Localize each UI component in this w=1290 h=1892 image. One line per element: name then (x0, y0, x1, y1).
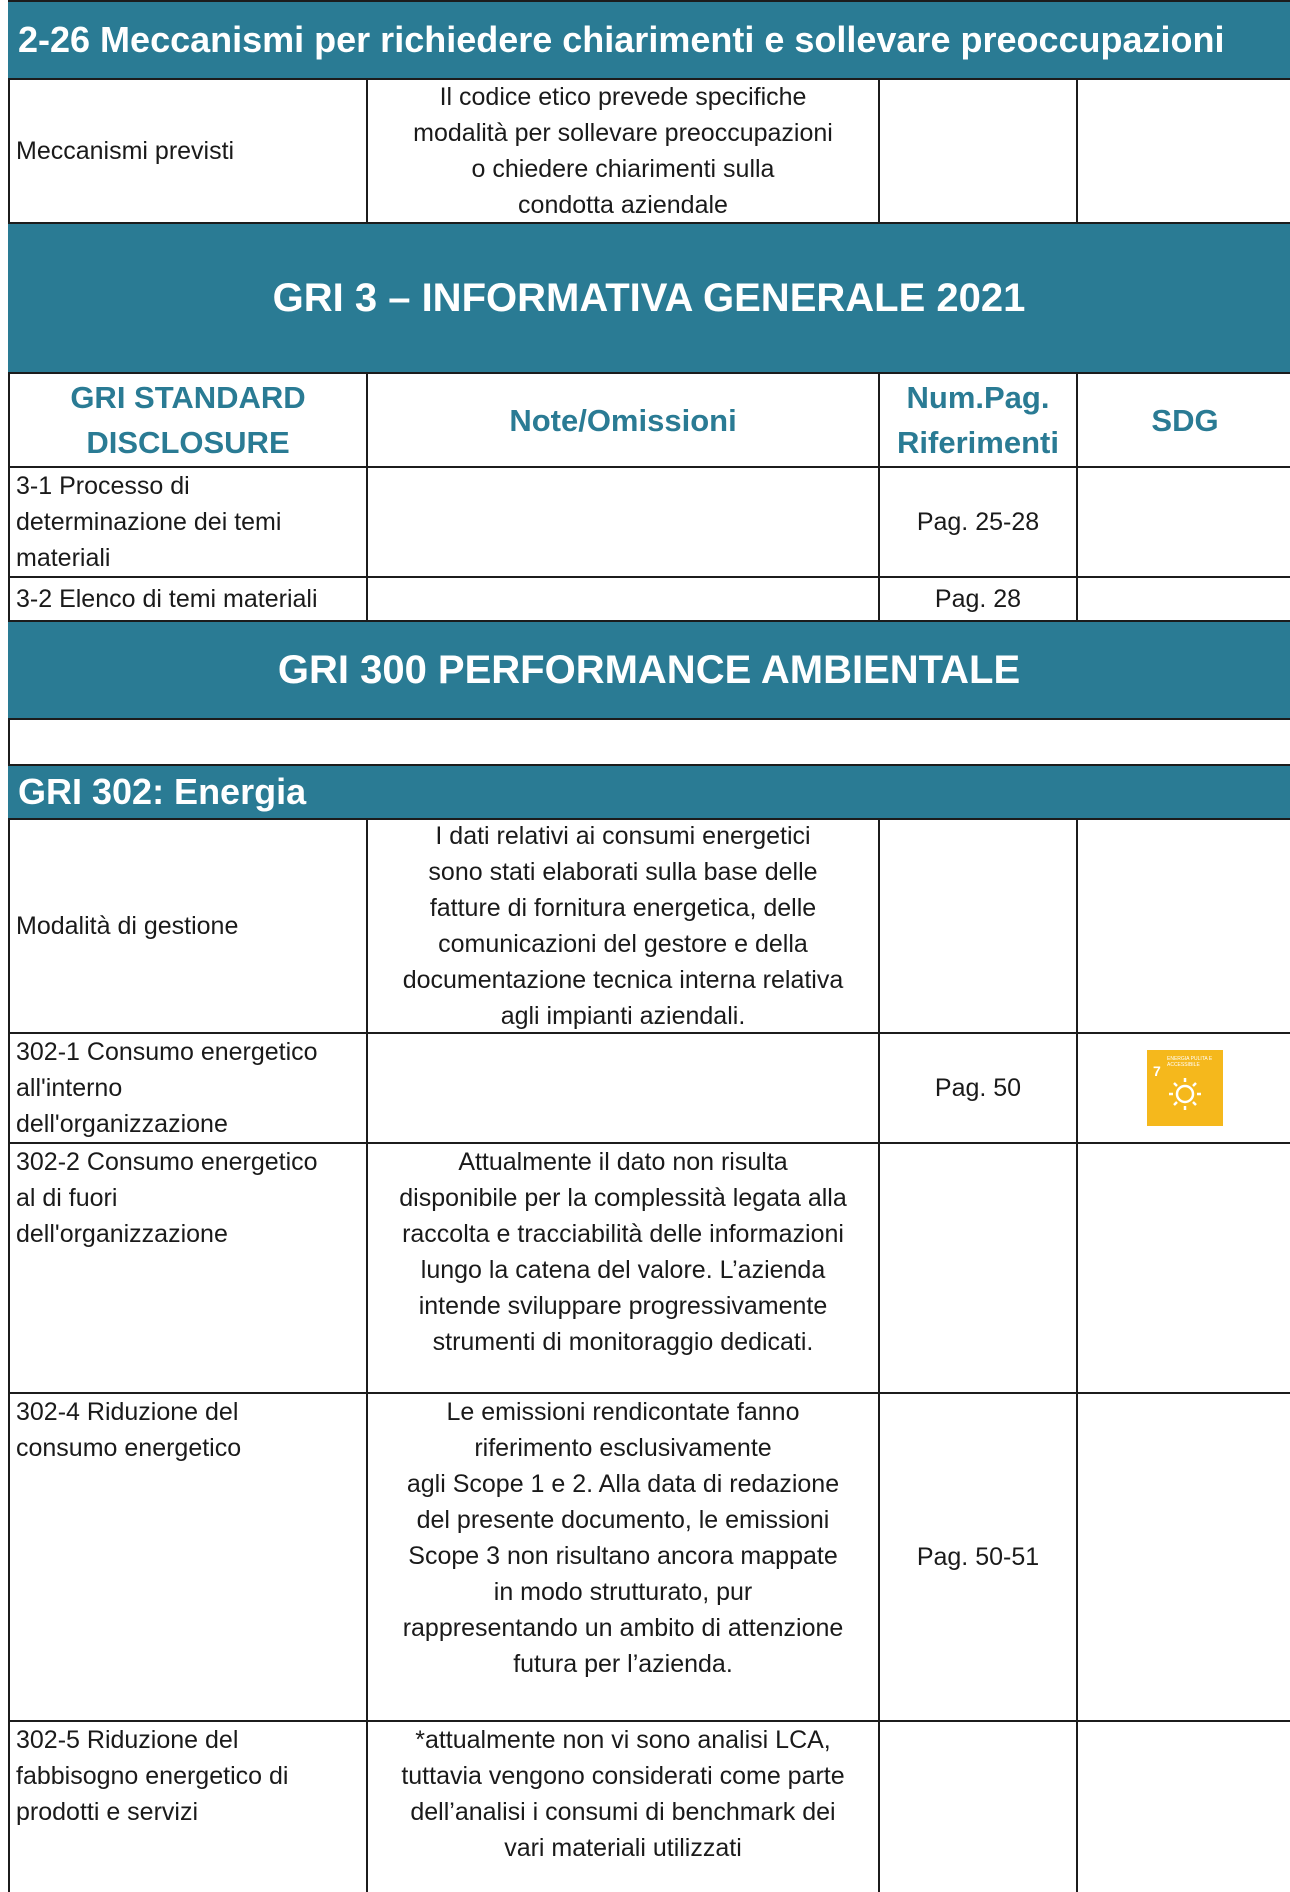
disclosure-cell: 302-2 Consumo energetico al di fuori dell'organizzazione (10, 1144, 368, 1392)
page-cell (880, 820, 1078, 1032)
disclosure-cell: 3-2 Elenco di temi materiali (10, 578, 368, 620)
note-cell: *attualmente non vi sono analisi LCA, tuttavia vengono considerati come parte dell’analisi i consumi di benchmark dei vari materiali utilizzati (368, 1722, 880, 1892)
sdg-number: 7 (1153, 1063, 1161, 1079)
page-cell: Pag. 28 (880, 578, 1078, 620)
page-cell: Pag. 25-28 (880, 468, 1078, 576)
sdg-cell (1078, 1722, 1290, 1892)
sdg-cell (1078, 468, 1290, 576)
column-header-note: Note/Omissioni (368, 374, 880, 466)
sdg-cell (1078, 820, 1290, 1032)
table-row (8, 820, 1290, 1034)
column-header-disclosure: GRI STANDARD DISCLOSURE (10, 374, 368, 466)
disclosure-cell: 302-4 Riduzione del consumo energetico (10, 1394, 368, 1720)
sdg-cell (1078, 1144, 1290, 1392)
gri300-section-title (8, 620, 1290, 720)
note-cell (368, 1034, 880, 1142)
table-row (8, 1034, 1290, 1144)
table-row (8, 1722, 1290, 1892)
section-2-26-title-text: 2-26 Meccanismi per richiedere chiarimenti e sollevare preoccupazioni (18, 19, 1225, 60)
gri3-title-text: GRI 3 – INFORMATIVA GENERALE 2021 (272, 275, 1026, 320)
page-cell: Pag. 50-51 (880, 1394, 1078, 1720)
note-cell (368, 578, 880, 620)
gri302-title-text: GRI 302: Energia (18, 771, 307, 812)
section-2-26-title (8, 0, 1290, 80)
sdg-cell (1078, 80, 1290, 222)
sdg-cell (1078, 1034, 1290, 1142)
note-cell: Attualmente il dato non risulta disponibile per la complessità legata alla raccolta e tracciabilità delle informazioni lungo la catena del valore. L’azienda intende sviluppare progressivamente strumenti di monitoraggio dedicati. (368, 1144, 880, 1392)
page-cell (880, 80, 1078, 222)
gri3-section-title (8, 222, 1290, 374)
table-row (8, 80, 1290, 224)
disclosure-cell: Meccanismi previsti (10, 80, 368, 222)
table-row (8, 1394, 1290, 1722)
page-cell (880, 1722, 1078, 1892)
gri302-section-title (8, 764, 1290, 820)
disclosure-cell: 3-1 Processo di determinazione dei temi materiali (10, 468, 368, 576)
disclosure-cell: 302-1 Consumo energetico all'interno dell'organizzazione (10, 1034, 368, 1142)
column-header-sdg: SDG (1151, 402, 1219, 438)
table-header-row (8, 374, 1290, 468)
disclosure-cell: Modalità di gestione (10, 820, 368, 1032)
sun-icon (1147, 1050, 1223, 1126)
sdg-cell (1078, 1394, 1290, 1720)
page-cell (880, 1144, 1078, 1392)
disclosure-cell: 302-5 Riduzione del fabbisogno energetico di prodotti e servizi (10, 1722, 368, 1892)
note-cell: I dati relativi ai consumi energetici sono stati elaborati sulla base delle fatture di fornitura energetica, delle comunicazioni del gestore e della documentazione tecnica interna relativa agli impianti aziendali. (368, 820, 880, 1032)
sdg-cell (1078, 578, 1290, 620)
sdg-icon-label: ENERGIA PULITA E ACCESSIBILE (1167, 1056, 1213, 1068)
note-cell: Il codice etico prevede specifiche modalità per sollevare preoccupazioni o chiedere chiarimenti sulla condotta aziendale (368, 80, 880, 222)
table-row (8, 578, 1290, 622)
table-row (8, 468, 1290, 578)
note-cell: Le emissioni rendicontate fanno riferimento esclusivamente agli Scope 1 e 2. Alla data di redazione del presente documento, le emissioni Scope 3 non risultano ancora mappate in modo strutturato, pur rappresentando un ambito di attenzione futura per l’azienda. (368, 1394, 880, 1720)
column-header-page: Num.Pag. Riferimenti (880, 374, 1078, 466)
page-cell: Pag. 50 (880, 1034, 1078, 1142)
gri300-title-text: GRI 300 PERFORMANCE AMBIENTALE (277, 647, 1021, 692)
sdg-7-affordable-clean-energy-icon (1147, 1050, 1223, 1126)
spacer-row (8, 720, 1290, 766)
note-cell (368, 468, 880, 576)
table-row (8, 1144, 1290, 1394)
